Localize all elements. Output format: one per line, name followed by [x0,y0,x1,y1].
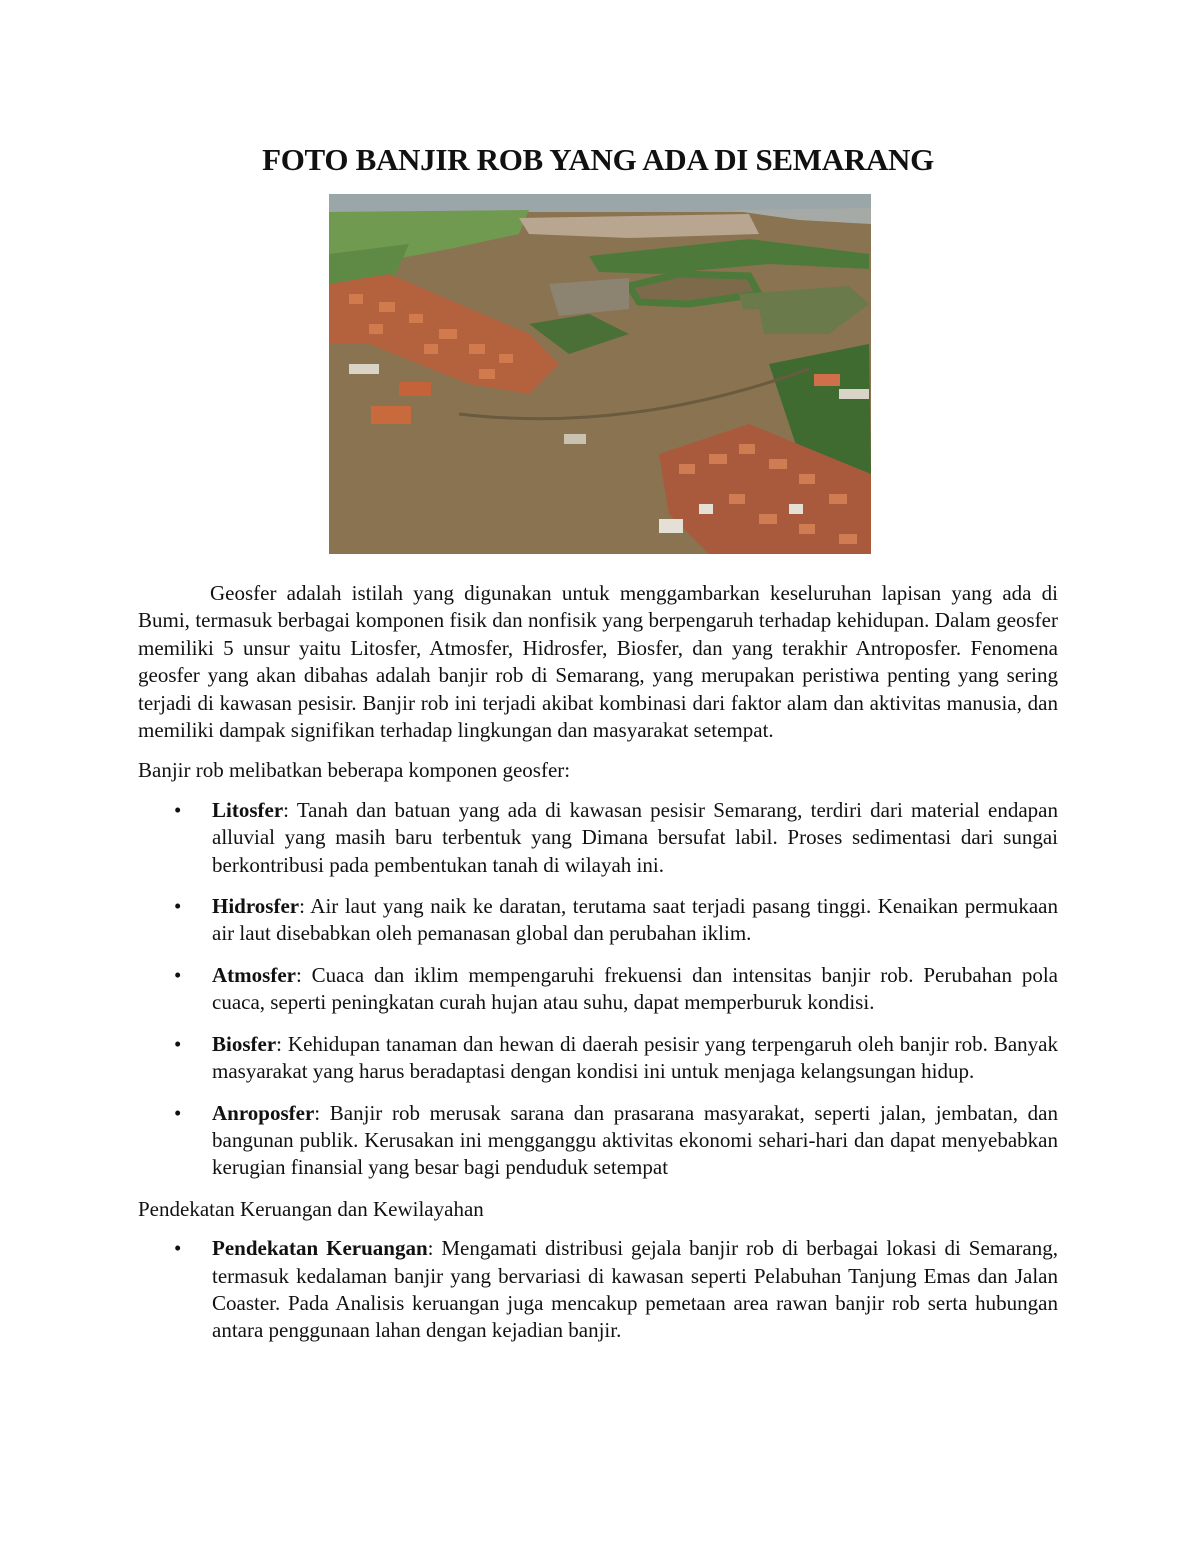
components-lead: Banjir rob melibatkan beberapa komponen geosfer: [138,758,571,783]
list-item-biosfer [138,1031,1058,1086]
term: Litosfer [212,797,284,822]
list-item-litosfer [138,797,1058,879]
term: Pendekatan Keruangan [212,1236,428,1261]
components-list [138,797,1058,1182]
bullet-icon: • [174,797,182,822]
term: Anroposfer [212,1100,315,1125]
definition: : Cuaca dan iklim mempengaruhi frekuensi dan intensitas banjir rob. Perubahan pola cuaca, seperti peningkatan curah hujan atau suhu, dapat memperburuk kondisi. [212,962,1058,1015]
bullet-icon: • [174,894,182,919]
list-item-pendekatan-keruangan [138,1235,1058,1345]
list-item-atmosfer [138,962,1058,1017]
approach-lead: Pendekatan Keruangan dan Kewilayahan [138,1196,484,1221]
term: Hidrosfer [212,894,300,919]
bullet-icon: • [174,962,182,987]
approaches-list [138,1235,1058,1345]
flood-aerial-photo [329,194,871,554]
definition: : Kehidupan tanaman dan hewan di daerah pesisir yang terpengaruh oleh banjir rob. Banyak masyarakat yang harus beradaptasi dengan kondisi ini untuk menjaga kelangsungan hidup. [212,1031,1058,1084]
definition: : Air laut yang naik ke daratan, terutama saat terjadi pasang tinggi. Kenaikan permukaan air laut disebabkan oleh pemanasan global dan perubahan iklim. [212,894,1058,946]
bullet-icon: • [174,1031,182,1056]
document-body [138,140,1058,1359]
bullet-icon: • [174,1100,182,1125]
definition: : Mengamati distribusi gejala banjir rob di berbagai lokasi di Semarang, termasuk kedalaman banjir yang bervariasi di kawasan seperti Pelabuhan Tanjung Emas dan Jalan Coaster. Pada Analisis keruangan juga mencakup pemetaan area rawan banjir rob serta hubungan antara penggunaan lahan dengan kejadian banjir. [212,1236,1058,1343]
definition: : Banjir rob merusak sarana dan prasarana masyarakat, seperti jalan, jembatan, dan bangunan publik. Kerusakan ini mengganggu aktivitas ekonomi sehari-hari dan dapat menyebabkan kerugian finansial yang besar bagi penduduk setempat [212,1100,1058,1180]
intro-paragraph: Geosfer adalah istilah yang digunakan untuk menggambarkan keseluruhan lapisan yang ada di Bumi, termasuk berbagai komponen fisik dan nonfisik yang berpengaruh terhadap kehidupan. Dalam geosfer memiliki 5 unsur yaitu Litosfer, Atmosfer, Hidrosfer, Biosfer, dan yang terakhir Antroposfer. Fenomena geosfer yang akan dibahas adalah banjir rob di Semarang, yang merupakan peristiwa penting yang sering terjadi di kawasan pesisir. Banjir rob ini terjadi akibat kombinasi dari faktor alam dan aktivitas manusia, dan memiliki dampak signifikan terhadap lingkungan dan masyarakat setempat. [138,581,1058,743]
definition: : Tanah dan batuan yang ada di kawasan pesisir Semarang, terdiri dari material endapan alluvial yang masih baru terbentuk yang Dimana bersufat labil. Proses sedimentasi dari sungai berkontribusi pada pembentukan tanah di wilayah ini. [212,797,1058,877]
bullet-icon: • [174,1236,182,1261]
list-item-hidrosfer [138,893,1058,948]
page-title: FOTO BANJIR ROB YANG ADA DI SEMARANG [262,142,934,177]
term: Biosfer [212,1031,277,1056]
term: Atmosfer [212,962,296,987]
list-item-anroposfer [138,1100,1058,1182]
